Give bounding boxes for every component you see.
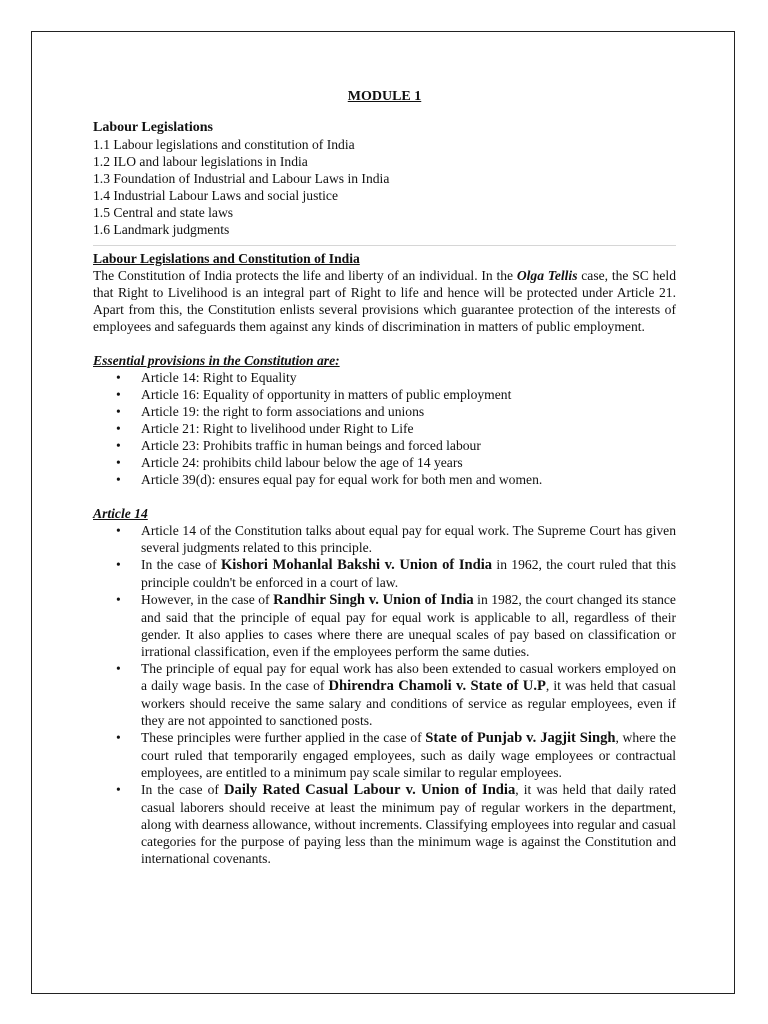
toc-heading: Labour Legislations <box>93 120 213 135</box>
page-frame <box>31 31 735 994</box>
intro-paragraph <box>93 267 676 335</box>
toc-item: 1.5 Central and state laws <box>93 205 234 220</box>
case-name: State of Punjab v. Jagjit Singh <box>425 730 616 746</box>
article14-list <box>93 522 676 867</box>
item-text: , where the court ruled that temporarily engaged employees, such as daily wage employees or contractual employees, are entitled to a minimum pay scale similar to regular employees. <box>141 730 677 780</box>
item-text: However, in the case of <box>141 592 274 607</box>
item-text: , it was held that daily rated casual laborers should receive at least the minimum pay of regular workers in the department, along with dearness allowance, without increments. Classifying employees into regular and casual categories for the purpose of paying less than the minimum wage is against the Constitution and international covenants. <box>141 782 676 866</box>
article14-heading: Article 14 <box>93 506 148 521</box>
table-of-contents <box>93 119 676 238</box>
list-item: • Article 24: prohibits child labour below the age of 14 years <box>93 454 676 471</box>
list-item: • Article 23: Prohibits traffic in human beings and forced labour <box>93 437 676 454</box>
toc-item: 1.2 ILO and labour legislations in India <box>93 154 308 169</box>
list-item: • Article 21: Right to livelihood under Right to Life <box>93 420 676 437</box>
case-name: Randhir Singh v. Union of India <box>273 592 474 608</box>
item-text: The principle of equal pay for equal work has also been extended to casual workers employed on a daily wage basis. In the case of <box>141 661 676 693</box>
toc-item: 1.3 Foundation of Industrial and Labour Laws in India <box>93 171 390 186</box>
section-heading: Labour Legislations and Constitution of India <box>93 251 360 266</box>
list-item: • Article 14: Right to Equality <box>93 369 676 386</box>
item-text: in 1962, the court ruled that this principle couldn't be enforced in a court of law. <box>141 557 676 590</box>
item-text: These principles were further applied in the case of <box>141 730 426 745</box>
list-item <box>93 660 676 729</box>
item-text: In the case of <box>141 782 224 797</box>
case-name: Olga Tellis <box>516 268 578 283</box>
list-item: • Article 14 of the Constitution talks about equal pay for equal work. The Supreme Court has given several judgments related to this principle. <box>93 522 676 556</box>
item-text: in 1982, the court changed its stance and said that the principle of equal pay for equal work is applicable to all, regardless of their gender. It also applies to cases where there are unequal scales of pay based on classification or irrational classification, even if the employees perform the same duties. <box>141 592 676 659</box>
toc-item: 1.6 Landmark judgments <box>93 222 230 237</box>
section-divider <box>93 245 676 246</box>
list-item <box>93 781 676 867</box>
intro-text: The Constitution of India protects the life and liberty of an individual. In the <box>93 268 517 283</box>
case-name: Daily Rated Casual Labour v. Union of India <box>223 782 516 798</box>
case-name: Dhirendra Chamoli v. State of U.P <box>328 678 546 694</box>
provisions-heading: Essential provisions in the Constitution are: <box>93 353 340 368</box>
item-text: In the case of <box>141 557 221 572</box>
item-text: , it was held that casual workers should receive the same salary and conditions of service as regular employees, even if they are not appointed to sanctioned posts. <box>141 678 676 728</box>
intro-text: case, the SC held that Right to Livelihood is an integral part of Right to life and hence will be protected under Article 21. Apart from this, the Constitution enlists several provisions which guarantee protection of the interests of employees and safeguards them against any kinds of discrimination in matters of public employment. <box>93 268 676 334</box>
list-item: • Article 19: the right to form associations and unions <box>93 403 676 420</box>
list-item <box>93 556 676 591</box>
provisions-list <box>93 369 676 488</box>
list-item: • Article 39(d): ensures equal pay for equal work for both men and women. <box>93 471 676 488</box>
toc-item: 1.4 Industrial Labour Laws and social justice <box>93 188 338 203</box>
list-item <box>93 729 676 781</box>
list-item: • Article 16: Equality of opportunity in matters of public employment <box>93 386 676 403</box>
list-item <box>93 591 676 660</box>
case-name: Kishori Mohanlal Bakshi v. Union of India <box>220 557 493 573</box>
toc-item: 1.1 Labour legislations and constitution of India <box>93 137 355 152</box>
module-title: MODULE 1 <box>347 89 422 104</box>
document-body <box>93 88 676 867</box>
